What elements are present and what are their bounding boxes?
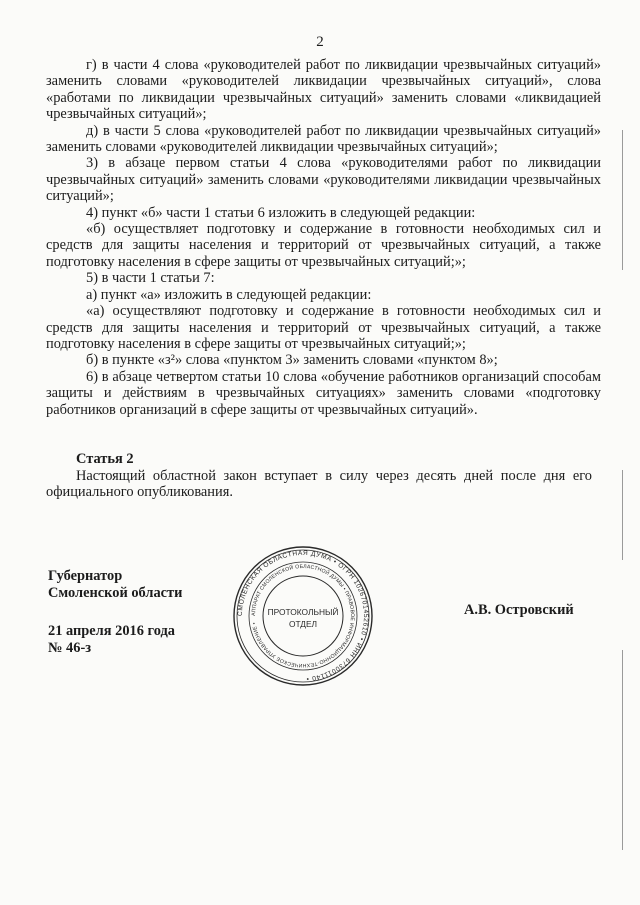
scan-margin-line (622, 130, 623, 270)
page-number: 2 (316, 34, 324, 50)
official-seal (232, 545, 374, 687)
article-2-heading: Статья 2 (76, 451, 134, 467)
paragraph: 6) в абзаце четвертом статьи 10 слова «обучение работников организаций способам защиты и действиям в чрезвычайных ситуациях» заменить словами «подготовку работников организаций в сфере защиты от чрезвычайных ситуаций». (46, 368, 601, 418)
signatory-title-line: Смоленской области (48, 585, 183, 601)
paragraph: 3) в абзаце первом статьи 4 слова «руководителями работ по ликвидации чрезвычайных ситуаций» заменить словами «руководителями ликвидации чрезвычайных ситуаций»; (46, 155, 601, 205)
paragraph: б) в пункте «з²» слова «пунктом 3» заменить словами «пунктом 8»; (86, 352, 498, 369)
paragraph: а) пункт «а» изложить в следующей редакции: (86, 286, 372, 303)
seal-outer-text: СМОЛЕНСКАЯ ОБЛАСТНАЯ ДУМА • ОГРН 1026701452610 • ИНН 6730011140 • (236, 549, 370, 682)
seal-center-text: ОТДЕЛ (288, 619, 318, 629)
law-number: № 46-з (48, 640, 92, 656)
law-date-number (48, 623, 175, 657)
seal-inner-text: АППАРАТ СМОЛЕНСКОЙ ОБЛАСТНОЙ ДУМЫ • ПРАВОВОЕ ИНФОРМАЦИОННО-ТЕХНИЧЕСКОЕ УПРАВЛЕНИЕ • (250, 563, 356, 669)
law-date: 21 апреля 2016 года (48, 623, 175, 639)
amendments-text (46, 57, 601, 418)
paragraph: «а) осуществляют подготовку и содержание в готовности необходимых сил и средств для защиты населения и территорий от чрезвычайных ситуаций, а также подготовку населения в сфере защиты от чрезвычайных ситуаций;»; (46, 303, 601, 352)
signatory-title-line: Губернатор (48, 568, 123, 584)
paragraph: 4) пункт «б» части 1 статьи 6 изложить в следующей редакции: (86, 204, 476, 221)
paragraph: г) в части 4 слова «руководителей работ по ликвидации чрезвычайных ситуаций» заменить словами «руководителей ликвидации чрезвычайных ситуаций», слова «работами по ликвидации чрезвычайных ситуаций» заменить словами «ликвидацией чрезвычайных ситуаций»; (46, 57, 601, 123)
paragraph: 5) в части 1 статьи 7: (86, 270, 215, 287)
paragraph: «б) осуществляет подготовку и содержание в готовности необходимых сил и средств для защиты населения и территорий от чрезвычайных ситуаций, а также подготовку населения в сфере защиты от чрезвычайных ситуаций;»; (46, 221, 601, 270)
paragraph: Настоящий областной закон вступает в силу через десять дней после дня его официального опубликования. (46, 468, 592, 501)
scan-margin-line (622, 470, 623, 560)
article-2-text (46, 468, 592, 501)
seal-center-text: ПРОТОКОЛЬНЫЙ (267, 607, 339, 617)
scan-margin-line (622, 650, 623, 850)
signatory-title (48, 568, 182, 602)
signatory-name: А.В. Островский (464, 602, 574, 618)
paragraph: д) в части 5 слова «руководителей работ по ликвидации чрезвычайных ситуаций» заменить словами «руководителей ликвидации чрезвычайных ситуаций»; (46, 122, 601, 156)
